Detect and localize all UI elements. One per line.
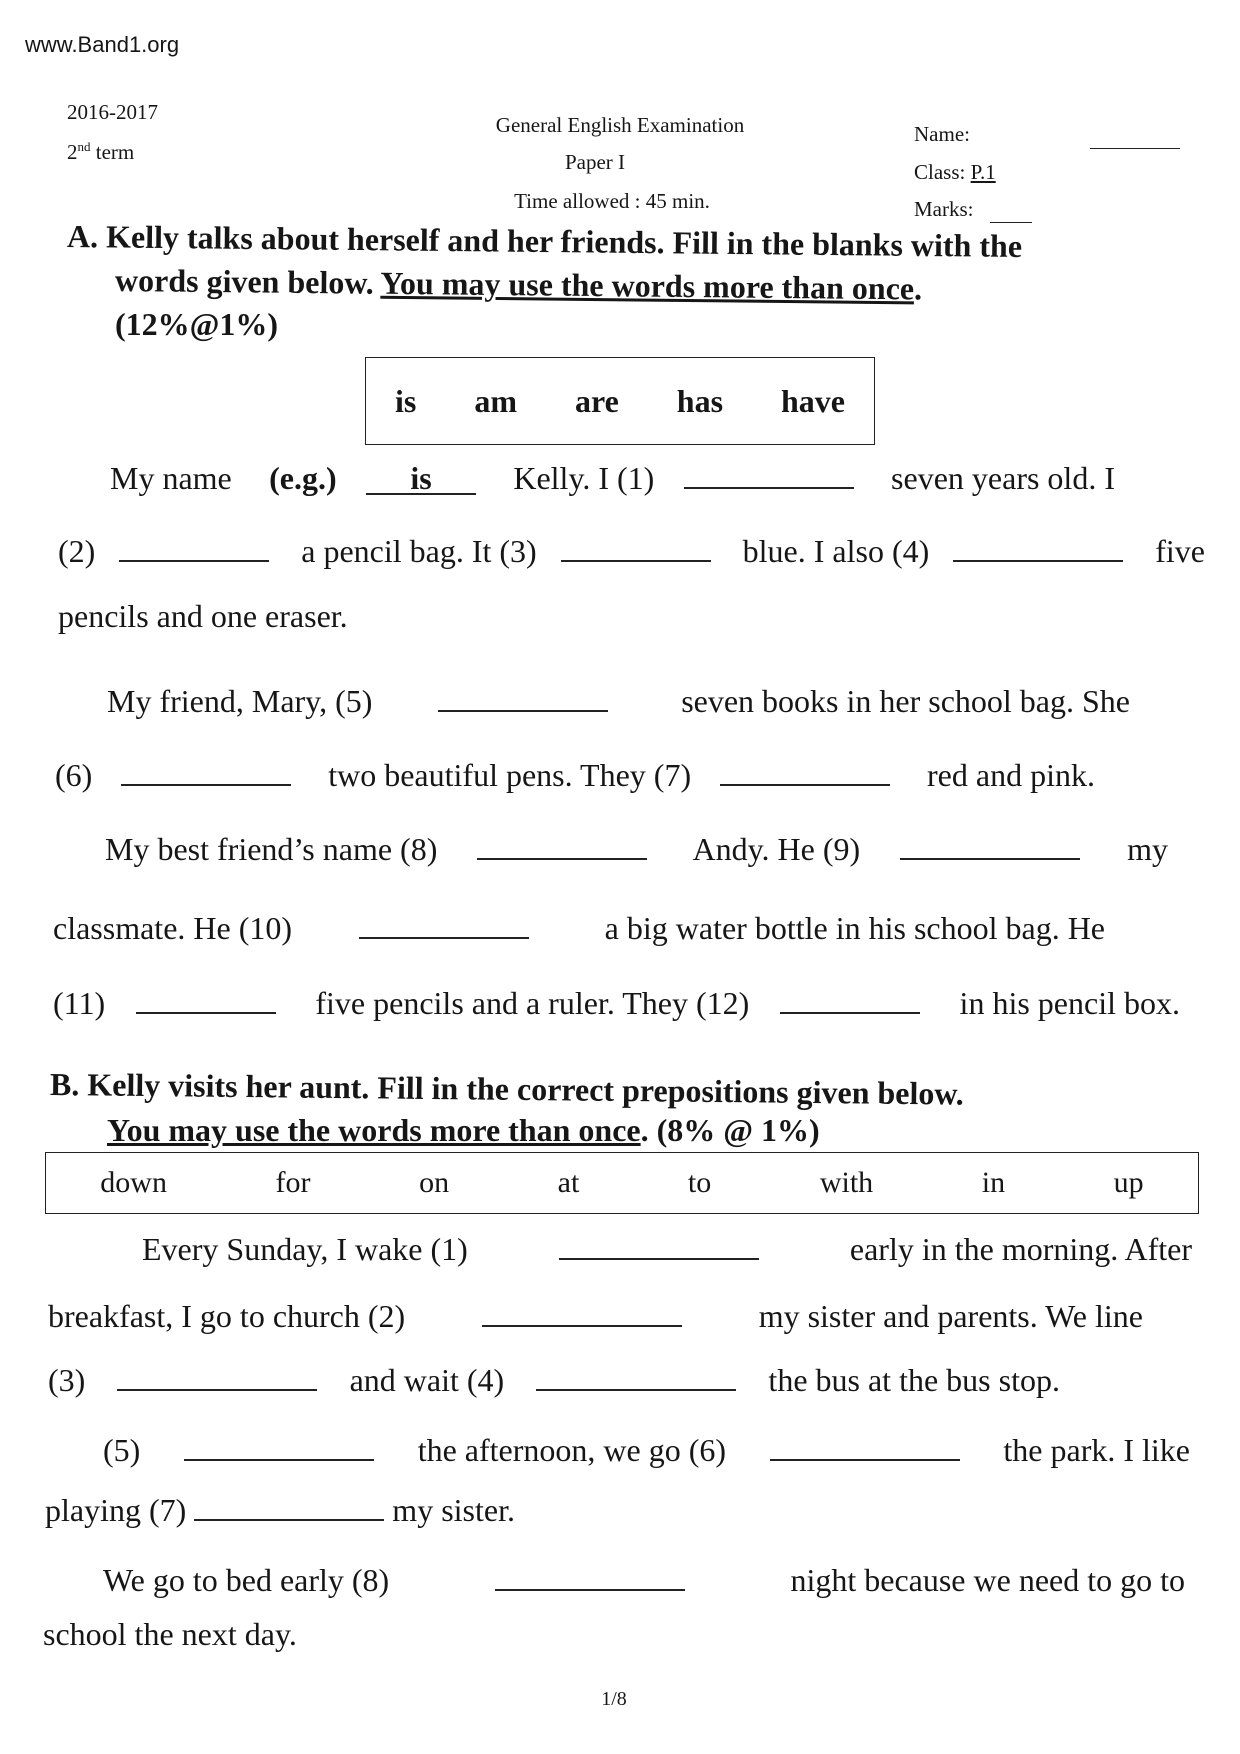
answer-blank[interactable] bbox=[482, 1293, 682, 1327]
passage-line bbox=[103, 1557, 1185, 1599]
passage-text: My friend, Mary, (5) bbox=[107, 683, 373, 719]
paper-number: Paper I bbox=[564, 150, 626, 174]
passage-text: breakfast, I go to church (2) bbox=[48, 1298, 414, 1334]
passage-text: the bus at the bus stop. bbox=[760, 1362, 1060, 1398]
passage-line bbox=[53, 905, 1105, 947]
passage-text: (3) bbox=[48, 1362, 94, 1398]
exam-title: General English Examination bbox=[495, 113, 745, 137]
word-bank-a bbox=[365, 357, 875, 445]
passage-text: My name bbox=[110, 460, 240, 496]
term-word: term bbox=[90, 140, 135, 164]
passage-text: night because we need to go to bbox=[782, 1562, 1185, 1598]
word-bank-word: at bbox=[557, 1166, 580, 1199]
passage-text: my sister. bbox=[384, 1492, 515, 1528]
term-number: 2 bbox=[67, 140, 78, 164]
example-label: (e.g.) bbox=[269, 460, 337, 496]
passage-text: the afternoon, we go (6) bbox=[409, 1432, 735, 1468]
instruction-period: . bbox=[913, 270, 923, 307]
section-b-instruction bbox=[107, 1112, 820, 1149]
passage-text: pencils and one eraser. bbox=[58, 598, 348, 634]
section-b-marks: . (8% @ 1%) bbox=[640, 1112, 820, 1148]
passage-line bbox=[142, 1226, 1192, 1268]
word-bank-word: is bbox=[394, 382, 417, 419]
name-label: Name: bbox=[914, 122, 970, 146]
passage-line bbox=[55, 752, 1095, 794]
passage-text: five bbox=[1147, 533, 1205, 569]
answer-blank[interactable] bbox=[117, 1357, 317, 1391]
passage-text: my bbox=[1119, 831, 1168, 867]
answer-blank[interactable] bbox=[720, 752, 890, 786]
term bbox=[67, 139, 134, 165]
passage-text: seven years old. I bbox=[883, 460, 1115, 496]
word-bank-word: with bbox=[819, 1166, 874, 1199]
instruction-underlined: You may use the words more than once bbox=[380, 264, 915, 307]
passage-text: school the next day. bbox=[43, 1616, 297, 1652]
answer-blank[interactable] bbox=[477, 826, 647, 860]
term-suffix: nd bbox=[77, 139, 91, 154]
passage-text: my sister and parents. We line bbox=[750, 1298, 1143, 1334]
answer-blank[interactable] bbox=[359, 905, 529, 939]
passage-text: a pencil bag. It (3) bbox=[293, 533, 537, 569]
answer-blank[interactable] bbox=[780, 980, 920, 1014]
passage-line bbox=[58, 528, 1205, 570]
answer-blank[interactable] bbox=[770, 1427, 960, 1461]
section-a-marks: (12%@1%) bbox=[115, 306, 279, 342]
passage-text: the park. I like bbox=[995, 1432, 1190, 1468]
word-bank-word: am bbox=[474, 382, 517, 419]
word-bank-word: to bbox=[687, 1166, 712, 1199]
passage-text: Andy. He (9) bbox=[686, 831, 861, 867]
class-value: P.1 bbox=[970, 160, 996, 184]
answer-blank[interactable] bbox=[184, 1427, 374, 1461]
answer-blank[interactable] bbox=[136, 980, 276, 1014]
passage-text: Every Sunday, I wake (1) bbox=[142, 1231, 476, 1267]
passage-line bbox=[43, 1616, 297, 1653]
page-number: 1/8 bbox=[601, 1688, 627, 1710]
time-allowed: Time allowed : 45 min. bbox=[514, 189, 710, 213]
example-answer: is bbox=[366, 461, 476, 495]
answer-blank[interactable] bbox=[561, 528, 711, 562]
watermark: www.Band1.org bbox=[25, 32, 180, 57]
answer-blank[interactable] bbox=[194, 1487, 384, 1521]
answer-blank[interactable] bbox=[536, 1357, 736, 1391]
word-bank-word: down bbox=[100, 1166, 167, 1199]
passage-text: My best friend’s name (8) bbox=[105, 831, 438, 867]
passage-text: early in the morning. After bbox=[841, 1231, 1192, 1267]
word-bank-word: up bbox=[1113, 1166, 1144, 1199]
answer-blank[interactable] bbox=[119, 528, 269, 562]
word-bank-word: on bbox=[419, 1166, 450, 1199]
passage-line bbox=[53, 980, 1180, 1022]
answer-blank[interactable] bbox=[121, 752, 291, 786]
passage-text: seven books in her school bag. She bbox=[673, 683, 1130, 719]
passage-text: (6) bbox=[55, 757, 93, 793]
passage-text: five pencils and a ruler. They (12) bbox=[307, 985, 750, 1021]
word-bank-word: for bbox=[275, 1166, 311, 1199]
section-a-heading: A. Kelly talks about herself and her friends. Fill in the blanks with the bbox=[66, 218, 1023, 265]
passage-line bbox=[58, 598, 348, 635]
passage-line bbox=[110, 455, 1115, 497]
answer-blank[interactable] bbox=[900, 826, 1080, 860]
passage-line bbox=[45, 1487, 515, 1529]
class-label bbox=[914, 160, 996, 185]
passage-text: classmate. He (10) bbox=[53, 910, 293, 946]
answer-blank[interactable] bbox=[559, 1226, 759, 1260]
passage-text: (5) bbox=[103, 1432, 149, 1468]
passage-text: playing (7) bbox=[45, 1492, 195, 1528]
marks-label: Marks: bbox=[914, 197, 974, 221]
passage-text: (2) bbox=[58, 533, 96, 569]
school-year: 2016-2017 bbox=[67, 100, 158, 124]
word-bank-b bbox=[45, 1152, 1199, 1214]
section-b-heading: B. Kelly visits her aunt. Fill in the correct prepositions given below. bbox=[49, 1066, 964, 1112]
passage-line bbox=[105, 826, 1168, 868]
answer-blank[interactable] bbox=[438, 678, 608, 712]
passage-text: a big water bottle in his school bag. He bbox=[596, 910, 1105, 946]
passage-text: two beautiful pens. They (7) bbox=[320, 757, 692, 793]
answer-blank[interactable] bbox=[953, 528, 1123, 562]
class-label-text: Class: bbox=[914, 160, 966, 184]
passage-line bbox=[107, 678, 1130, 720]
passage-text: Kelly. I (1) bbox=[505, 460, 655, 496]
word-bank-word: are bbox=[574, 382, 619, 419]
word-bank-word: has bbox=[676, 382, 724, 419]
passage-text: We go to bed early (8) bbox=[103, 1562, 398, 1598]
passage-text: in his pencil box. bbox=[951, 985, 1180, 1021]
word-bank-word: in bbox=[981, 1166, 1006, 1199]
instruction-underlined: You may use the words more than once bbox=[107, 1112, 641, 1148]
passage-line bbox=[48, 1293, 1143, 1335]
instruction-text: words given below. bbox=[114, 262, 381, 301]
passage-line bbox=[48, 1357, 1060, 1399]
passage-line bbox=[103, 1427, 1190, 1469]
passage-text: and wait (4) bbox=[341, 1362, 513, 1398]
section-a-instruction bbox=[115, 262, 922, 307]
word-bank-word: have bbox=[781, 382, 845, 419]
answer-blank[interactable] bbox=[495, 1557, 685, 1591]
passage-text: red and pink. bbox=[919, 757, 1095, 793]
marks-field[interactable] bbox=[990, 222, 1032, 223]
passage-text: blue. I also (4) bbox=[734, 533, 930, 569]
name-field[interactable] bbox=[1090, 148, 1180, 149]
passage-text: (11) bbox=[53, 985, 106, 1021]
answer-blank[interactable] bbox=[684, 455, 854, 489]
